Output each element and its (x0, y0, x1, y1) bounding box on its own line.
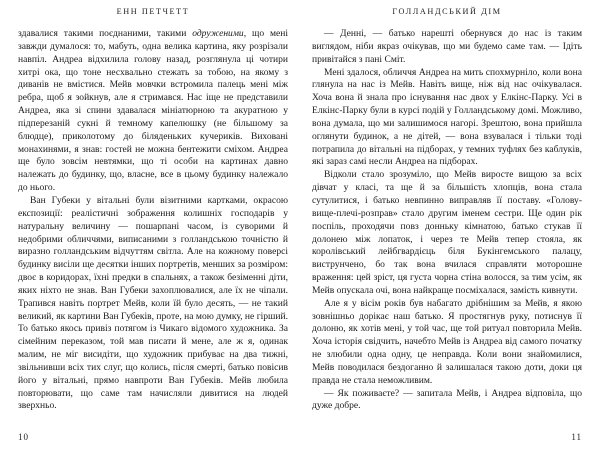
text-run: Відколи стало зрозуміло, що Мейв виросте вищою за всіх дівчат у класі, та ще й за більшість хлопців, вона стала сутулитися, і батько невпинно виправляв її поставу. «Голову-вище-плечі-розправ» стало другим іменем сестри. Ще один рік поспіль, проходячи повз донньку кімнатою, батько стукав її долонею між лопаток, і через те Мейв тепер стояла, як королівський лейбгвардієць біля Букінгемського палацу, виструнчено, бо так вона вчилася справляти моторошне враження: цей зріст, ця густа чорна стіна волосся, за тим усім, як Мейв опускала очі, вона найкраще посміхалася, замість кивнути. (312, 169, 582, 296)
body-paragraph (312, 298, 582, 388)
text-run: Ван Губеки у вітальні були візитними картками, окрасою експозиції: реалістичні зображення колишніх господарів у натуральну величину — пошарпані часом, із суворими й недобрими обличчями, виписаними з голландською точністю й виразно голландським відчуттям світла. Але на кожному поверсі будинку висіли ще десятки інших портретів, менших за розміром: двоє в коридорах, їхні предки в спальнях, а також безіменні діти, яких ніхто не знав. Ван Губеки захоплювалися, але їх не чіпали. Трапився навіть портрет Мейв, коли їй було десять, — не такий великий, як картини Ван Губеків, проте, на мою думку, не гірший. То батько якось привіз потягом із Чикаго відомого художника. За сімейним переказом, той мав писати й мене, але ж я, одинак малим, не міг висидіти, що художник прибуває на два тижні, звільнивши всіх тих слуг, що колись, після смерті, батько повісив його у вітальні, прямо навпроти Ван Губеків. Мейв любила повторювати, що саме там начисляли дивитися на людей зверхньо. (18, 194, 288, 412)
body-paragraph (312, 67, 582, 170)
right-page (312, 0, 582, 450)
body-paragraph (312, 28, 582, 67)
left-page (18, 0, 288, 450)
right-running-head: ГОЛЛАНДСЬКИЙ ДІМ (392, 7, 502, 16)
left-page-number: 10 (18, 432, 29, 442)
text-run: Але я у вісім років був набагато дрібнішим за Мейв, я якою зовнішньо дорікає наш батько. Я простягнув руку, потиснув її долоню, як хотів мені, у той час, ще той ритуал повторила Мейв. Хоча історія свідчить, начебто Мейв із Андреа від самого початку не злюбили одна одну, це неправда. Коли вони знайомилися, Мейв поводилася бездоганно й залишалася такою доти, доки ця правда не стала неможливим. (312, 297, 582, 386)
text-run: — Як поживаєте? — запитала Мейв, і Андреа відповіла, що дуже добре. (312, 387, 582, 412)
body-paragraph (18, 195, 288, 413)
text-run: — Денні, — батько нарешті обернувся до нас із таким виглядом, ніби якраз очікував, що ми будемо саме там. — Ідіть привітайся з пані Сміт. (312, 28, 582, 65)
left-running-head: ЕНН ПЕТЧЕТТ (116, 7, 190, 16)
text-run: Мені здалося, обличчя Андреа на мить спохмурніло, коли вона глянула на нас із Мейв. Навіть вище, ніж від нас очікувалася. Хоча вона й знала про існування нас двох у Елкінс-Парку. Усі в Елкінс-Парку були в курсі подій у Голландському домі. Можливо, вона думала, що ми залишимося нагорі. Зрештою, вона прийшла оглянути будинок, а не дітей, — вона взувалася і тільки тоді потрапила до вітальні на підборах, у темних туфлях без каблуків, які зараз самі несли Андреа на підборах. (312, 66, 582, 168)
right-page-number: 11 (571, 432, 582, 442)
left-body-text (18, 28, 288, 413)
body-paragraph (18, 28, 288, 195)
italic-run: одруженими (192, 28, 244, 39)
text-run: здавалися такими поєднаними, такими (18, 28, 193, 39)
text-run: , що мені завжди думалося: то, мабуть, одна велика картина, яку розрізали навпіл. Андреа відхилила голову назад, розглянула ці чотири хитрі ока, що тоне несхвально стежать за тобою, на якому з диванів не вмістися. Мейв мовчки встромила палець мені між ребра, щоб я зойкнув, але я стримався. Нас іще не представили Андреа, яка зі спини здавалася мініатюрною та акуратною у підперезаній сукні й темному капелюшку (не більшому за блюдце), приколотому до біляденьких кучериків. Виховані монахинями, я знав: гостей не можна бентежити сміхом. Андреа ще було зовсім невтямки, що ті особи на картинах давно належать до будинку, що, власне, все в цьому будинку належало до нього. (18, 28, 289, 194)
body-paragraph (312, 388, 582, 414)
right-body-text (312, 28, 582, 413)
body-paragraph (312, 169, 582, 297)
